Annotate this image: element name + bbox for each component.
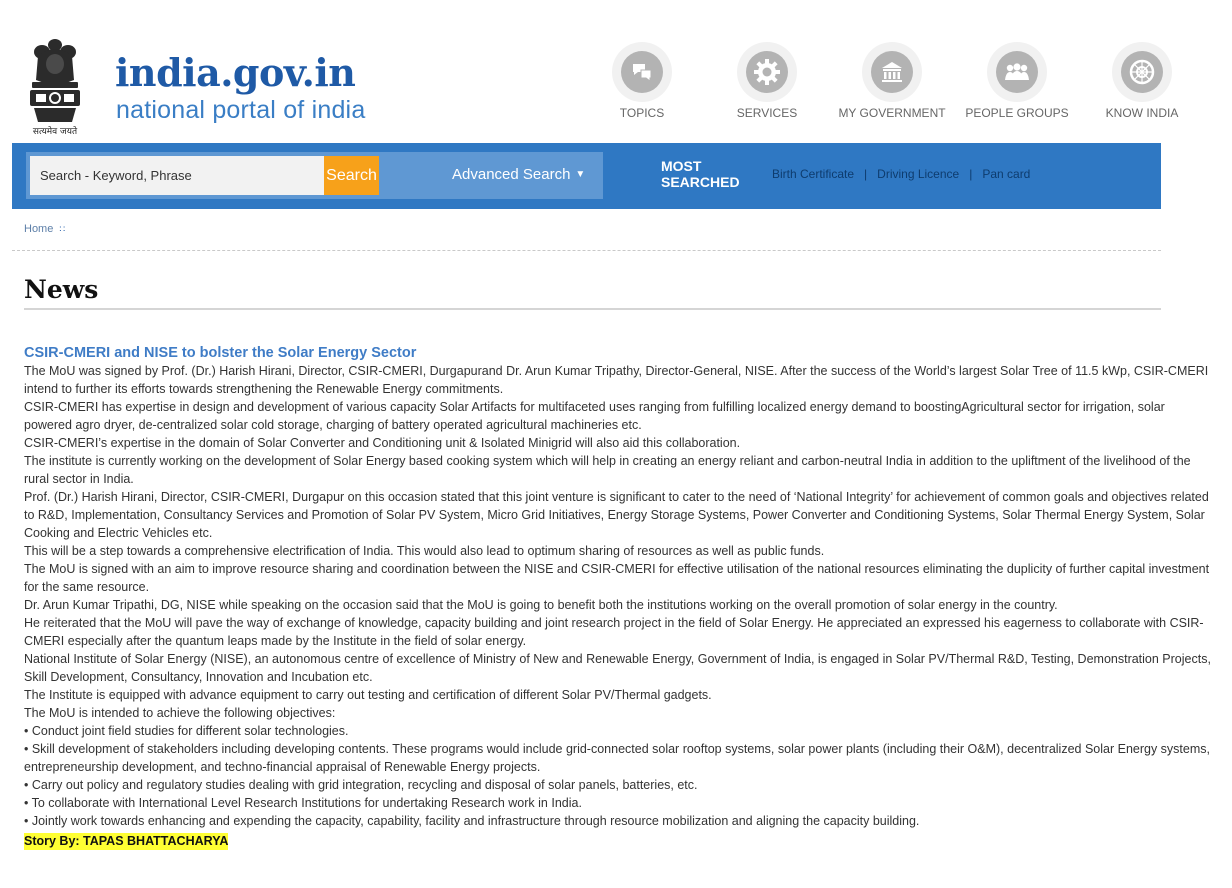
article-paragraph: He reiterated that the MoU will pave the way of exchange of knowledge, capacity building and joint research project in the field of Solar Energy. He appreciated an expressed his eagerness to collaborate with CSIR-CMERI especially after the quantum leaps made by the Institute in the field of solar energy. bbox=[24, 616, 1204, 648]
nav-services-label: SERVICES bbox=[736, 106, 798, 120]
nav-topics[interactable] bbox=[580, 42, 704, 120]
article-paragraph: CSIR-CMERI’s expertise in the domain of Solar Converter and Conditioning unit & Isolated Minigrid will also aid this collaboration. bbox=[24, 436, 741, 450]
search-button[interactable]: Search bbox=[324, 156, 379, 195]
article-paragraph: Prof. (Dr.) Harish Hirani, Director, CSIR-CMERI, Durgapur on this occasion stated that this joint venture is significant to cater to the need of ‘National Integrity’ for achievement of common goals and objectives related to R&D, Implementation, Consultancy Services and Promotion of Solar PV System, Micro Grid Initiatives, Energy Storage Systems, Power Converter and Conditioning Systems, Solar Thermal Energy System, Solar Cooking and Electric Vehicles etc. bbox=[24, 490, 1209, 540]
article-paragraph: National Institute of Solar Energy (NISE), an autonomous centre of excellence of Ministry of New and Renewable Energy, Government of India, is engaged in Solar PV/Thermal R&D, Testing, Demonstration Projects, Skill Development, Consultancy, Innovation and Incubation etc. bbox=[24, 652, 1211, 684]
site-title[interactable]: india.gov.in bbox=[115, 50, 356, 95]
search-panel bbox=[26, 152, 603, 199]
objective-bullet: • Conduct joint field studies for different solar technologies. bbox=[24, 724, 349, 738]
article-body bbox=[24, 362, 1214, 830]
article-title[interactable]: CSIR-CMERI and NISE to bolster the Solar Energy Sector bbox=[24, 345, 417, 361]
article-paragraph: The MoU is intended to achieve the following objectives: bbox=[24, 706, 336, 720]
article-paragraph: The MoU is signed with an aim to improve resource sharing and coordination between the NISE and CSIR-CMERI for effective utilisation of the national resources eliminating the duplicity of further capital investment for the same resource. bbox=[24, 562, 1210, 594]
objective-bullet: • Jointly work towards enhancing and expending the capacity, capability, facility and infrastructure through resource mobilization and aligning the capacity building. bbox=[24, 814, 920, 828]
article-paragraph: CSIR-CMERI has expertise in design and development of various capacity Solar Artifacts for multifaceted uses ranging from fulfilling localized energy demand to boostingAgricultural sector for irrigation, solar powered agro dryer, de-centralized solar cold storage, charging of battery operated agricultural machineries etc. bbox=[24, 400, 1165, 432]
breadcrumb bbox=[24, 223, 65, 235]
site-header bbox=[0, 0, 1232, 143]
advanced-search-dropdown[interactable] bbox=[452, 166, 585, 183]
lion-capital-icon bbox=[24, 36, 86, 124]
article-paragraph: The MoU was signed by Prof. (Dr.) Harish Hirani, Director, CSIR-CMERI, Durgapurand Dr. Arun Kumar Tripathy, Director-General, NISE. After the success of the World’s largest Solar Tree of 11.5 kWp, CSIR-CMERI intend to further its efforts towards strengthening the Renewable Energy commitments. bbox=[24, 364, 1209, 396]
objective-bullet: • To collaborate with International Level Research Institutions for undertaking Research work in India. bbox=[24, 796, 582, 810]
title-divider bbox=[24, 308, 1161, 310]
chakra-icon bbox=[1121, 51, 1163, 93]
breadcrumb-divider bbox=[12, 250, 1161, 251]
objective-bullet: • Carry out policy and regulatory studies dealing with grid integration, recycling and disposal of solar panels, batteries, etc. bbox=[24, 778, 698, 792]
nav-people-groups[interactable] bbox=[955, 42, 1079, 120]
story-byline: Story By: TAPAS BHATTACHARYA bbox=[24, 834, 229, 848]
nav-topics-label: TOPICS bbox=[619, 106, 665, 120]
nav-know-india-label: KNOW INDIA bbox=[1105, 106, 1179, 120]
article-paragraph: The Institute is equipped with advance equipment to carry out testing and certification of different Solar PV/Thermal gadgets. bbox=[24, 688, 712, 702]
gear-icon bbox=[746, 51, 788, 93]
caret-down-icon: ▼ bbox=[575, 169, 586, 180]
most-searched-line2: SEARCHED bbox=[661, 174, 740, 190]
bank-icon bbox=[871, 51, 913, 93]
national-emblem-logo[interactable] bbox=[24, 36, 86, 140]
link-separator: | bbox=[864, 167, 868, 181]
search-bar bbox=[12, 143, 1161, 209]
nav-my-government-label: MY GOVERNMENT bbox=[838, 106, 946, 120]
most-searched-links bbox=[772, 167, 1030, 181]
most-searched-line1: MOST bbox=[661, 158, 702, 174]
article-paragraph: This will be a step towards a comprehensive electrification of India. This would also lead to optimum sharing of resources as well as public funds. bbox=[24, 544, 825, 558]
page-title: News bbox=[24, 275, 99, 304]
link-separator: | bbox=[969, 167, 973, 181]
emblem-motto: सत्यमेव जयते bbox=[32, 127, 78, 137]
article-paragraph: Dr. Arun Kumar Tripathi, DG, NISE while speaking on the occasion said that the MoU is going to benefit both the institutions working on the overall promotion of solar energy in the country. bbox=[24, 598, 1058, 612]
chat-icon bbox=[621, 51, 663, 93]
most-searched-heading bbox=[661, 158, 740, 190]
nav-my-government[interactable] bbox=[830, 42, 954, 120]
link-driving-licence[interactable]: Driving Licence bbox=[877, 167, 960, 181]
link-pan-card[interactable]: Pan card bbox=[982, 167, 1031, 181]
objective-bullet: • Skill development of stakeholders including developing contents. These programs would include grid-connected solar rooftop systems, solar power plants (including their O&M), decentralized Solar Energy systems, entrepreneurship development, and techno-financial appraisal of Renewable Energy projects. bbox=[24, 742, 1210, 774]
breadcrumb-separator-icon: ∷ bbox=[59, 224, 66, 234]
search-input[interactable] bbox=[30, 156, 324, 195]
link-birth-certificate[interactable]: Birth Certificate bbox=[772, 167, 855, 181]
people-icon bbox=[996, 51, 1038, 93]
advanced-search-label: Advanced Search bbox=[452, 166, 571, 183]
nav-people-groups-label: PEOPLE GROUPS bbox=[965, 106, 1069, 120]
site-subtitle: national portal of india bbox=[116, 96, 366, 124]
nav-know-india[interactable] bbox=[1080, 42, 1204, 120]
article-paragraph: The institute is currently working on the development of Solar Energy based cooking system which will help in creating an energy reliant and carbon-neutral India in addition to the upliftment of the livelihood of the rural sector in India. bbox=[24, 454, 1191, 486]
news-article bbox=[24, 345, 1214, 850]
nav-services[interactable] bbox=[705, 42, 829, 120]
breadcrumb-home[interactable]: Home bbox=[24, 223, 54, 235]
top-navigation bbox=[580, 42, 1179, 132]
